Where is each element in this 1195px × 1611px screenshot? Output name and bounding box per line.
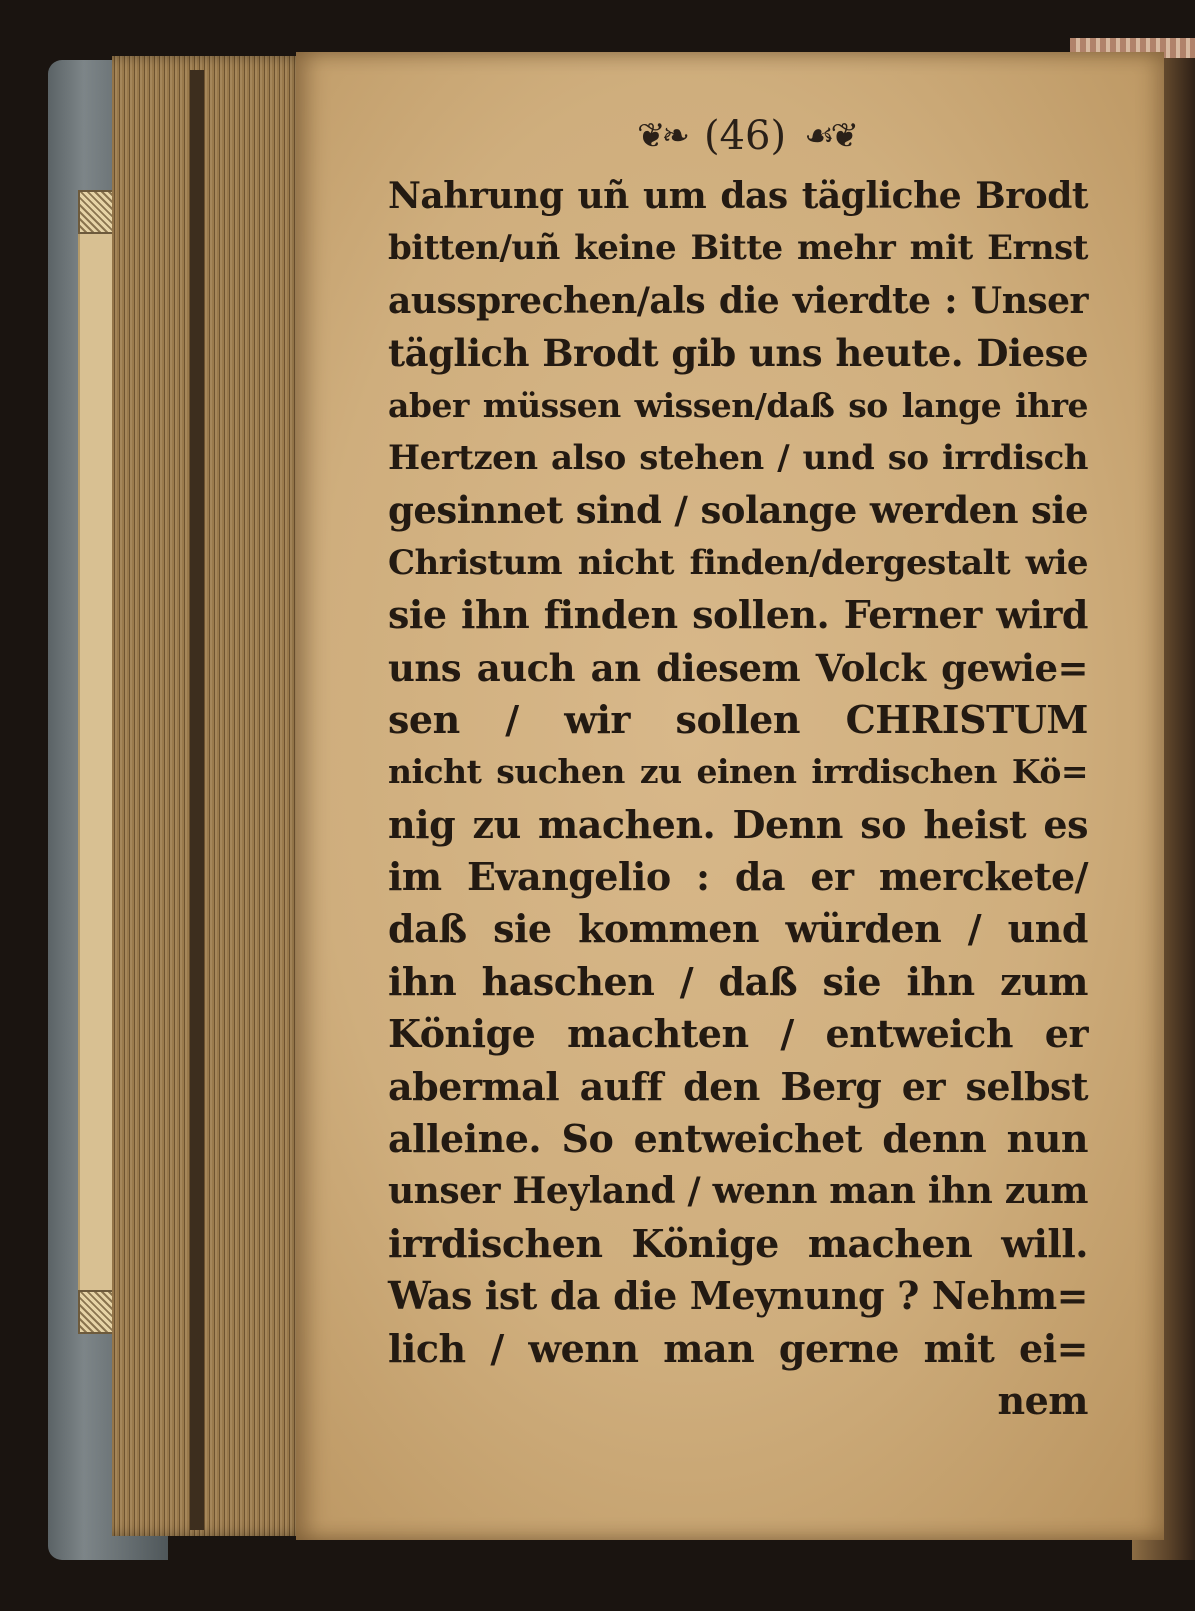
page-edges [112,56,308,1536]
text-line: aber müssen wissen/daß so lange ihre [388,385,1088,425]
text-line: sie ihn finden sollen. Ferner wird [388,592,1088,638]
text-line: aussprechen/als die vierdte : Unser [388,279,1088,322]
catchword: nem [997,1377,1088,1423]
text-line: alleine. So entweichet denn nun [388,1116,1088,1162]
text-line: Christum nicht finden/dergestalt wie [388,542,1088,583]
text-line: nicht suchen zu einen irrdischen Kö= [388,752,1088,792]
fleuron-icon: ❦❧ [636,116,686,156]
running-head [596,106,896,166]
text-line: Könige machten / entweich er [388,1011,1088,1057]
text-line: Hertzen also stehen / und so irrdisch [388,437,1088,478]
fleuron-icon: ☙❦ [804,116,856,156]
text-line: im Evangelio : da er merckete/ [388,854,1088,900]
text-line: abermal auff den Berg er selbst [388,1063,1088,1109]
text-line: nig zu machen. Denn so heist es [388,801,1088,847]
text-line: uns auch an diesem Volck gewie= [388,645,1088,690]
text-line: unser Heyland / wenn man ihn zum [388,1170,1088,1213]
text-line: ihn haschen / daß sie ihn zum [388,958,1088,1004]
text-line: irrdischen Könige machen will. [388,1220,1088,1266]
text-line: bitten/uñ keine Bitte mehr mit Ernst [388,228,1088,269]
text-line: Was ist da die Meynung ? Nehm= [388,1273,1088,1319]
text-line: gesinnet sind / solange werden sie [388,488,1088,533]
spine-gutter [190,70,204,1530]
text-line: lich / wenn man gerne mit ei= [388,1325,1088,1371]
text-line: sen / wir sollen CHRISTUM [388,696,1088,742]
body-text [388,170,1088,1427]
text-line: täglich Brodt gib uns heute. Diese [388,331,1088,376]
page-number: (46) [703,113,787,159]
text-line: Nahrung uñ um das tägliche Brodt [388,175,1088,217]
text-line: daß sie kommen würden / und [388,906,1088,952]
